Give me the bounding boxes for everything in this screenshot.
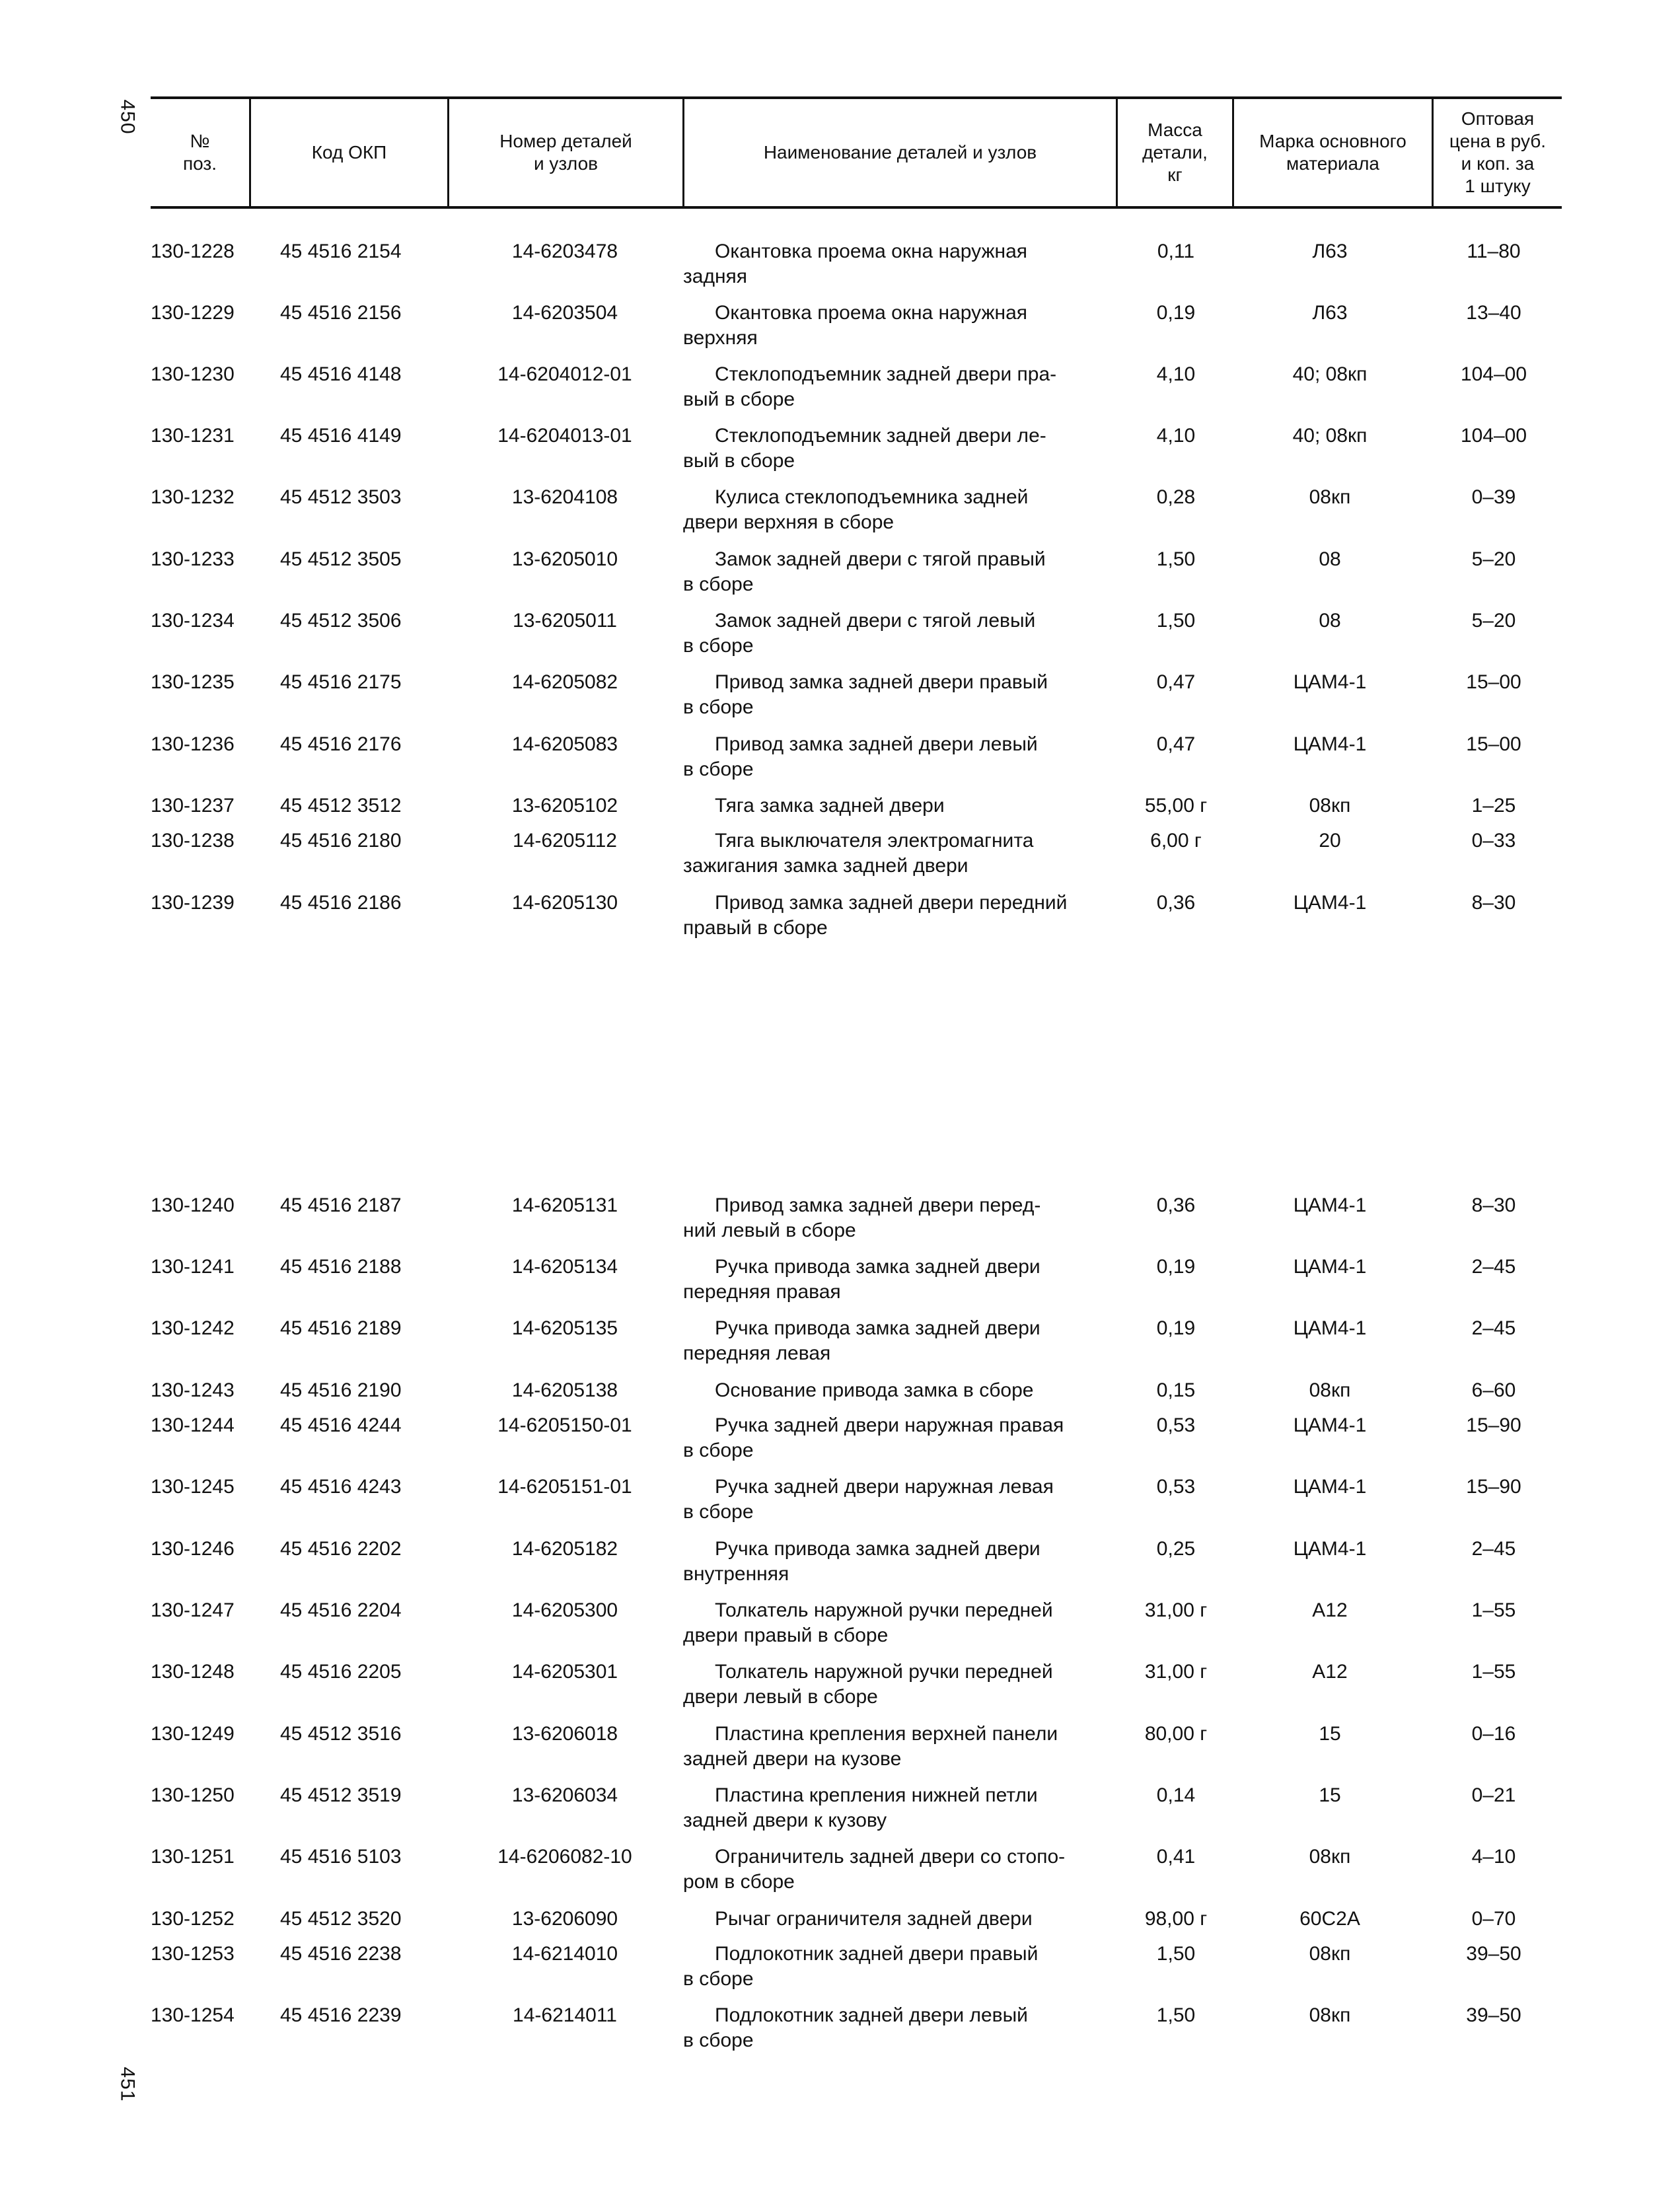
part-name-line-2: вый в сборе: [683, 388, 795, 410]
cell-okp-code: 45 4516 5103: [280, 1846, 402, 1868]
cell-part-number: 14-6205082: [511, 671, 618, 693]
cell-position: 130-1254: [151, 2004, 235, 2026]
cell-part-name: [683, 239, 1113, 289]
cell-part-name: [683, 608, 1113, 659]
cell-material: 08кп: [1309, 486, 1351, 508]
cell-mass: 0,53: [1156, 1414, 1196, 1436]
cell-okp-code: 45 4512 3520: [280, 1908, 402, 1930]
cell-part-number: 14-6204013-01: [497, 425, 632, 447]
part-name-line-2: верхняя: [683, 327, 758, 349]
part-name-line-1: [683, 1659, 1113, 1685]
part-name-line-1: [683, 1537, 1113, 1562]
cell-price: 15–90: [1466, 1414, 1521, 1436]
part-name-line-1: [683, 1378, 1113, 1403]
cell-part-number: 13-6205010: [511, 548, 618, 570]
part-name-line-1: [683, 547, 1113, 572]
cell-part-name: [683, 793, 1113, 819]
cell-material: ЦАМ4-1: [1293, 733, 1367, 755]
cell-part-name: [683, 1413, 1113, 1463]
cell-okp-code: 45 4516 2156: [280, 302, 402, 324]
cell-material: 08кп: [1309, 795, 1351, 817]
header-price: Оптовая цена в руб. и коп. за 1 штуку: [1449, 108, 1547, 196]
cell-price: 6–60: [1471, 1379, 1516, 1401]
cell-material: ЦАМ4-1: [1293, 1538, 1367, 1560]
cell-okp-code: 45 4516 2180: [280, 830, 402, 852]
cell-mass: 6,00 г: [1150, 830, 1202, 852]
cell-part-number: 14-6205151-01: [497, 1476, 632, 1498]
cell-part-number: 14-6205301: [511, 1661, 618, 1683]
cell-part-name: [683, 1598, 1113, 1648]
cell-material: 60С2А: [1299, 1908, 1360, 1930]
cell-okp-code: 45 4516 4244: [280, 1414, 402, 1436]
part-name-line-2: в сборе: [683, 758, 754, 780]
cell-okp-code: 45 4516 2238: [280, 1943, 402, 1965]
cell-mass: 1,50: [1156, 2004, 1196, 2026]
cell-part-number: 14-6214011: [513, 2004, 617, 2026]
cell-material: 08кп: [1309, 1943, 1351, 1965]
part-name-line-1: [683, 608, 1113, 634]
cell-position: 130-1242: [151, 1317, 235, 1339]
part-name-line-2: передняя правая: [683, 1281, 841, 1303]
cell-part-number: 13-6205102: [511, 795, 618, 817]
cell-price: 1–25: [1471, 795, 1516, 817]
part-name-line-1: [683, 239, 1113, 264]
cell-position: 130-1252: [151, 1908, 235, 1930]
part-name-line-2: задней двери к кузову: [683, 1809, 887, 1831]
cell-part-name: [683, 301, 1113, 351]
cell-position: 130-1229: [151, 302, 235, 324]
cell-part-number: 13-6206034: [511, 1784, 618, 1806]
part-name-text: Окантовка проема окна наружная: [715, 302, 1028, 324]
cell-part-number: 14-6205112: [513, 830, 617, 852]
cell-material: 15: [1319, 1784, 1341, 1806]
cell-part-number: 14-6206082-10: [497, 1846, 632, 1868]
cell-okp-code: 45 4516 2205: [280, 1661, 402, 1683]
cell-material: Л63: [1312, 302, 1348, 324]
cell-price: 0–33: [1471, 830, 1516, 852]
cell-mass: 31,00 г: [1144, 1599, 1208, 1621]
part-name-line-1: [683, 1316, 1113, 1341]
part-name-text: Пластина крепления верхней панели: [715, 1723, 1058, 1745]
cell-mass: 4,10: [1156, 363, 1196, 385]
part-name-line-2: в сборе: [683, 1440, 754, 1461]
cell-mass: 0,15: [1156, 1379, 1196, 1401]
part-name-text: Кулиса стеклоподъемника задней: [715, 486, 1029, 508]
cell-material: 08кп: [1309, 1846, 1351, 1868]
cell-part-number: 14-6205131: [511, 1194, 618, 1216]
cell-mass: 1,50: [1156, 610, 1196, 632]
cell-part-number: 14-6205135: [511, 1317, 618, 1339]
part-name-line-2: задней двери на кузове: [683, 1748, 902, 1770]
cell-material: ЦАМ4-1: [1293, 1476, 1367, 1498]
table-header: [151, 96, 1562, 209]
part-name-text: Привод замка задней двери левый: [715, 733, 1038, 755]
cell-mass: 0,53: [1156, 1476, 1196, 1498]
cell-mass: 1,50: [1156, 548, 1196, 570]
page-number-top: 450: [116, 99, 139, 135]
part-name-line-2: в сборе: [683, 1968, 754, 1990]
cell-okp-code: 45 4516 2189: [280, 1317, 402, 1339]
part-name-line-1: [683, 793, 1113, 819]
cell-price: 13–40: [1466, 302, 1521, 324]
cell-material: ЦАМ4-1: [1293, 1414, 1367, 1436]
part-name-line-2: ний левый в сборе: [683, 1220, 856, 1241]
part-name-text: Замок задней двери с тягой левый: [715, 610, 1036, 632]
part-name-text: Привод замка задней двери перед-: [715, 1194, 1041, 1216]
part-name-text: Подлокотник задней двери левый: [715, 2004, 1028, 2026]
cell-okp-code: 45 4516 4243: [280, 1476, 402, 1498]
cell-material: А12: [1312, 1599, 1348, 1621]
part-name-text: Тяга выключателя электромагнита: [715, 830, 1034, 852]
cell-position: 130-1247: [151, 1599, 235, 1621]
cell-price: 0–21: [1471, 1784, 1516, 1806]
cell-mass: 55,00 г: [1144, 795, 1208, 817]
cell-material: 20: [1319, 830, 1341, 852]
part-name-text: Рычаг ограничителя задней двери: [715, 1908, 1033, 1930]
cell-okp-code: 45 4516 2204: [280, 1599, 402, 1621]
part-name-text: Основание привода замка в сборе: [715, 1379, 1034, 1401]
cell-price: 8–30: [1471, 1194, 1516, 1216]
cell-mass: 0,25: [1156, 1538, 1196, 1560]
cell-material: 40; 08кп: [1292, 425, 1368, 447]
cell-position: 130-1251: [151, 1846, 235, 1868]
part-name-line-2: задняя: [683, 266, 748, 287]
part-name-line-2: внутренняя: [683, 1563, 789, 1585]
cell-price: 104–00: [1460, 425, 1527, 447]
cell-mass: 0,41: [1156, 1846, 1196, 1868]
header-part-number: Номер деталей и узлов: [449, 99, 684, 206]
cell-okp-code: 45 4516 2188: [280, 1256, 402, 1278]
part-name-line-1: [683, 891, 1113, 916]
part-name-line-1: [683, 670, 1113, 695]
cell-mass: 80,00 г: [1144, 1723, 1208, 1745]
cell-okp-code: 45 4516 2175: [280, 671, 402, 693]
cell-material: 15: [1319, 1723, 1341, 1745]
cell-part-number: 14-6214010: [511, 1943, 618, 1965]
cell-price: 8–30: [1471, 892, 1516, 914]
part-name-text: Привод замка задней двери правый: [715, 671, 1048, 693]
cell-material: ЦАМ4-1: [1293, 1317, 1367, 1339]
cell-okp-code: 45 4516 2176: [280, 733, 402, 755]
part-name-line-1: [683, 1722, 1113, 1747]
cell-okp-code: 45 4516 4149: [280, 425, 402, 447]
part-name-line-2: правый в сборе: [683, 917, 828, 939]
cell-price: 39–50: [1466, 2004, 1521, 2026]
part-name-line-1: [683, 1942, 1113, 1967]
part-name-text: Ограничитель задней двери со стопо-: [715, 1846, 1066, 1868]
cell-price: 2–45: [1471, 1538, 1516, 1560]
part-name-line-1: [683, 362, 1113, 387]
part-name-line-1: [683, 732, 1113, 757]
cell-material: ЦАМ4-1: [1293, 671, 1367, 693]
cell-position: 130-1231: [151, 425, 235, 447]
cell-okp-code: 45 4516 2187: [280, 1194, 402, 1216]
cell-price: 1–55: [1471, 1599, 1516, 1621]
part-name-line-2: двери правый в сборе: [683, 1624, 889, 1646]
cell-part-number: 14-6205083: [511, 733, 618, 755]
part-name-text: Толкатель наружной ручки передней: [715, 1599, 1053, 1621]
part-name-text: Тяга замка задней двери: [715, 795, 945, 817]
cell-price: 39–50: [1466, 1943, 1521, 1965]
cell-position: 130-1246: [151, 1538, 235, 1560]
part-name-text: Ручка задней двери наружная левая: [715, 1476, 1054, 1498]
cell-mass: 98,00 г: [1144, 1908, 1208, 1930]
header-okp: Код ОКП: [251, 99, 449, 206]
cell-okp-code: 45 4516 4148: [280, 363, 402, 385]
cell-price: 0–16: [1471, 1723, 1516, 1745]
part-name-line-1: [683, 1907, 1113, 1932]
cell-price: 11–80: [1467, 240, 1521, 262]
cell-part-number: 14-6205300: [511, 1599, 618, 1621]
cell-part-name: [683, 891, 1113, 941]
part-name-line-1: [683, 485, 1113, 510]
cell-part-number: 14-6204012-01: [497, 363, 632, 385]
cell-mass: 1,50: [1156, 1943, 1196, 1965]
part-name-line-1: [683, 1413, 1113, 1438]
cell-price: 15–00: [1466, 733, 1521, 755]
cell-okp-code: 45 4516 2202: [280, 1538, 402, 1560]
cell-part-name: [683, 423, 1113, 474]
part-name-text: Стеклоподъемник задней двери ле-: [715, 425, 1046, 447]
cell-mass: 0,28: [1156, 486, 1196, 508]
cell-position: 130-1234: [151, 610, 235, 632]
cell-okp-code: 45 4512 3506: [280, 610, 402, 632]
cell-position: 130-1230: [151, 363, 235, 385]
cell-price: 1–55: [1471, 1661, 1516, 1683]
cell-mass: 0,47: [1156, 671, 1196, 693]
cell-price: 2–45: [1471, 1317, 1516, 1339]
part-name-line-2: передняя левая: [683, 1342, 831, 1364]
cell-okp-code: 45 4516 2190: [280, 1379, 402, 1401]
cell-part-name: [683, 1783, 1113, 1833]
part-name-text: Толкатель наружной ручки передней: [715, 1661, 1053, 1683]
cell-part-name: [683, 485, 1113, 535]
part-name-line-1: [683, 1844, 1113, 1870]
cell-okp-code: 45 4512 3516: [280, 1723, 402, 1745]
cell-part-number: 14-6205130: [511, 892, 618, 914]
cell-position: 130-1237: [151, 795, 235, 817]
cell-part-number: 13-6206090: [511, 1908, 618, 1930]
cell-position: 130-1253: [151, 1943, 235, 1965]
cell-part-number: 14-6205138: [511, 1379, 618, 1401]
cell-price: 5–20: [1471, 548, 1516, 570]
cell-part-number: 13-6204108: [511, 486, 618, 508]
header-pos: № поз.: [151, 99, 251, 206]
cell-part-name: [683, 828, 1113, 879]
cell-part-name: [683, 1255, 1113, 1305]
part-name-line-2: в сборе: [683, 696, 754, 718]
cell-position: 130-1233: [151, 548, 235, 570]
cell-position: 130-1241: [151, 1256, 235, 1278]
cell-mass: 0,36: [1156, 1194, 1196, 1216]
part-name-line-2: двери верхняя в сборе: [683, 511, 895, 533]
cell-mass: 0,19: [1156, 1317, 1196, 1339]
cell-position: 130-1243: [151, 1379, 235, 1401]
cell-part-name: [683, 1475, 1113, 1525]
cell-okp-code: 45 4512 3505: [280, 548, 402, 570]
part-name-text: Подлокотник задней двери правый: [715, 1943, 1039, 1965]
cell-okp-code: 45 4512 3503: [280, 486, 402, 508]
part-name-line-1: [683, 1598, 1113, 1623]
part-name-line-1: [683, 2003, 1113, 2028]
cell-part-name: [683, 2003, 1113, 2053]
cell-part-number: 14-6203504: [511, 302, 618, 324]
part-name-line-1: [683, 1193, 1113, 1218]
cell-part-number: 13-6206018: [511, 1723, 618, 1745]
cell-part-name: [683, 1659, 1113, 1710]
cell-position: 130-1236: [151, 733, 235, 755]
cell-position: 130-1240: [151, 1194, 235, 1216]
cell-price: 104–00: [1460, 363, 1527, 385]
part-name-line-1: [683, 1475, 1113, 1500]
cell-position: 130-1239: [151, 892, 235, 914]
cell-okp-code: 45 4512 3519: [280, 1784, 402, 1806]
part-name-text: Стеклоподъемник задней двери пра-: [715, 363, 1057, 385]
part-name-line-2: зажигания замка задней двери: [683, 855, 968, 877]
part-name-text: Ручка привода замка задней двери: [715, 1317, 1041, 1339]
cell-price: 4–10: [1471, 1846, 1516, 1868]
cell-price: 15–90: [1466, 1476, 1521, 1498]
part-name-text: Пластина крепления нижней петли: [715, 1784, 1038, 1806]
part-name-text: Привод замка задней двери передний: [715, 892, 1068, 914]
cell-okp-code: 45 4516 2239: [280, 2004, 402, 2026]
cell-mass: 0,36: [1156, 892, 1196, 914]
cell-material: 08: [1319, 610, 1341, 632]
cell-material: Л63: [1312, 240, 1348, 262]
cell-mass: 0,47: [1156, 733, 1196, 755]
cell-material: ЦАМ4-1: [1293, 1256, 1367, 1278]
cell-material: А12: [1312, 1661, 1348, 1683]
cell-mass: 0,11: [1157, 240, 1195, 262]
cell-position: 130-1244: [151, 1414, 235, 1436]
part-name-text: Ручка привода замка задней двери: [715, 1538, 1041, 1560]
header-material: Марка основного материала: [1234, 99, 1434, 206]
cell-part-name: [683, 1316, 1113, 1366]
cell-mass: 0,19: [1156, 302, 1196, 324]
cell-material: 40; 08кп: [1292, 363, 1368, 385]
part-name-text: Замок задней двери с тягой правый: [715, 548, 1046, 570]
cell-mass: 4,10: [1156, 425, 1196, 447]
cell-mass: 0,19: [1156, 1256, 1196, 1278]
cell-part-name: [683, 670, 1113, 720]
part-name-line-1: [683, 1255, 1113, 1280]
cell-part-number: 13-6205011: [513, 610, 617, 632]
cell-part-name: [683, 732, 1113, 782]
cell-part-number: 14-6203478: [511, 240, 618, 262]
cell-mass: 31,00 г: [1144, 1661, 1208, 1683]
cell-position: 130-1250: [151, 1784, 235, 1806]
header-name: Наименование деталей и узлов: [684, 99, 1118, 206]
part-name-text: Ручка задней двери наружная правая: [715, 1414, 1064, 1436]
cell-position: 130-1232: [151, 486, 235, 508]
part-name-line-2: двери левый в сборе: [683, 1686, 878, 1708]
cell-price: 5–20: [1471, 610, 1516, 632]
cell-position: 130-1248: [151, 1661, 235, 1683]
cell-position: 130-1245: [151, 1476, 235, 1498]
part-name-line-2: в сборе: [683, 1501, 754, 1523]
part-name-line-2: в сборе: [683, 635, 754, 657]
page-number-bottom: 451: [116, 2066, 139, 2102]
cell-okp-code: 45 4516 2186: [280, 892, 402, 914]
cell-price: 15–00: [1466, 671, 1521, 693]
cell-part-number: 14-6205150-01: [497, 1414, 632, 1436]
cell-mass: 0,14: [1156, 1784, 1196, 1806]
part-name-line-1: [683, 1783, 1113, 1808]
part-name-line-2: вый в сборе: [683, 450, 795, 472]
cell-part-name: [683, 547, 1113, 597]
cell-price: 0–39: [1471, 486, 1516, 508]
cell-part-number: 14-6205134: [511, 1256, 618, 1278]
cell-part-name: [683, 362, 1113, 412]
cell-material: 08кп: [1309, 1379, 1351, 1401]
cell-position: 130-1228: [151, 240, 235, 262]
cell-part-name: [683, 1907, 1113, 1932]
cell-part-name: [683, 1722, 1113, 1772]
cell-price: 0–70: [1471, 1908, 1516, 1930]
part-name-line-2: в сборе: [683, 2029, 754, 2051]
cell-okp-code: 45 4512 3512: [280, 795, 402, 817]
part-name-line-2: в сборе: [683, 573, 754, 595]
part-name-text: Ручка привода замка задней двери: [715, 1256, 1041, 1278]
cell-position: 130-1238: [151, 830, 235, 852]
cell-part-name: [683, 1537, 1113, 1587]
cell-position: 130-1249: [151, 1723, 235, 1745]
cell-material: 08: [1319, 548, 1341, 570]
cell-price: 2–45: [1471, 1256, 1516, 1278]
part-name-text: Окантовка проема окна наружная: [715, 240, 1028, 262]
cell-material: 08кп: [1309, 2004, 1351, 2026]
part-name-line-1: [683, 423, 1113, 449]
header-mass: Масса детали, кг: [1118, 99, 1234, 206]
cell-material: ЦАМ4-1: [1293, 1194, 1367, 1216]
part-name-line-1: [683, 828, 1113, 854]
part-name-line-2: ром в сборе: [683, 1871, 795, 1893]
cell-part-number: 14-6205182: [511, 1538, 618, 1560]
cell-part-name: [683, 1193, 1113, 1243]
part-name-line-1: [683, 301, 1113, 326]
cell-part-name: [683, 1844, 1113, 1895]
cell-material: ЦАМ4-1: [1293, 892, 1367, 914]
cell-position: 130-1235: [151, 671, 235, 693]
cell-part-name: [683, 1942, 1113, 1992]
cell-part-name: [683, 1378, 1113, 1403]
cell-okp-code: 45 4516 2154: [280, 240, 402, 262]
